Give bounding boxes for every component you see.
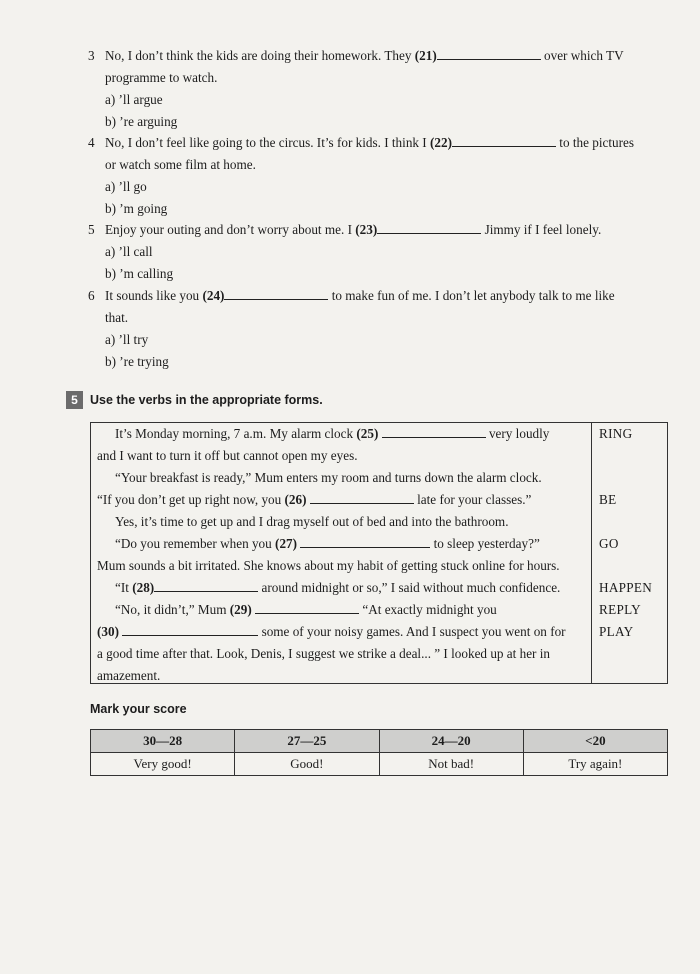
question-number: 3	[88, 48, 95, 63]
gap-number: (21)	[414, 48, 437, 63]
option-b[interactable]: b) ’m calling	[105, 266, 174, 281]
gap-number: (25)	[356, 426, 379, 441]
question-number: 5	[88, 222, 95, 237]
question-text: over which TV	[540, 48, 624, 63]
exercise-instruction: Use the verbs in the appropriate forms.	[90, 393, 323, 407]
option-a[interactable]: a) ’ll call	[105, 244, 153, 259]
question-4	[88, 132, 668, 176]
answer-blank[interactable]	[437, 46, 541, 60]
question-number: 6	[88, 288, 95, 303]
answer-blank[interactable]	[310, 490, 414, 504]
question-text: It sounds like you	[105, 288, 203, 303]
score-table	[90, 729, 668, 776]
gap-number: (30)	[97, 624, 119, 639]
story-line: “Your breakfast is ready,” Mum enters my room and turns down the alarm clock.	[115, 470, 542, 485]
gap-number: (26)	[284, 492, 307, 507]
column-divider	[591, 423, 592, 683]
story-line: and I want to turn it off but cannot open my eyes.	[97, 448, 358, 463]
gap-number: (27)	[275, 536, 298, 551]
verb-play: PLAY	[599, 624, 634, 639]
story-line: (30) some of your noisy games. And I suspect you went on for	[97, 624, 566, 639]
question-text: Enjoy your outing and don’t worry about me. I	[105, 222, 356, 237]
question-3	[88, 45, 668, 89]
score-range: <20	[523, 730, 667, 753]
verb-reply: REPLY	[599, 602, 641, 617]
answer-blank[interactable]	[452, 133, 556, 147]
story-line: “Do you remember when you (27) to sleep yesterday?”	[115, 536, 540, 551]
answer-blank[interactable]	[300, 534, 430, 548]
question-text: Jimmy if I feel lonely.	[481, 222, 602, 237]
story-line: “No, it didn’t,” Mum (29) “At exactly midnight you	[115, 602, 497, 617]
verb-happen: HAPPEN	[599, 580, 653, 595]
answer-blank[interactable]	[255, 600, 359, 614]
score-label: Try again!	[523, 753, 667, 776]
question-6	[88, 285, 668, 329]
option-a[interactable]: a) ’ll try	[105, 332, 149, 347]
score-range-row	[91, 730, 668, 753]
verb-be: BE	[599, 492, 617, 507]
answer-blank[interactable]	[224, 286, 328, 300]
gap-number: (22)	[430, 135, 452, 150]
question-text: programme to watch.	[105, 70, 218, 85]
question-text: No, I don’t think the kids are doing their homework. They	[105, 48, 415, 63]
story-line: “If you don’t get up right now, you (26) late for your classes.”	[97, 492, 532, 507]
story-line: “It (28) around midnight or so,” I said without much confidence.	[115, 580, 561, 595]
story-line: amazement.	[97, 668, 161, 683]
gap-number: (28)	[132, 580, 155, 595]
story-line: Yes, it’s time to get up and I drag myself out of bed and into the bathroom.	[115, 514, 509, 529]
option-b[interactable]: b) ’m going	[105, 201, 168, 216]
score-label: Not bad!	[379, 753, 523, 776]
option-a[interactable]: a) ’ll go	[105, 179, 147, 194]
question-text: No, I don’t feel like going to the circus. It’s for kids. I think I	[105, 135, 430, 150]
option-a[interactable]: a) ’ll argue	[105, 92, 163, 107]
gap-number: (29)	[229, 602, 252, 617]
story-line: Mum sounds a bit irritated. She knows about my habit of getting stuck online for hours.	[97, 558, 560, 573]
score-range: 27—25	[235, 730, 379, 753]
exercise-box	[90, 422, 668, 684]
verb-go: GO	[599, 536, 619, 551]
question-5	[88, 219, 668, 241]
question-text: to the pictures	[555, 135, 634, 150]
question-text: to make fun of me. I don’t let anybody talk to me like	[328, 288, 615, 303]
score-label-row	[91, 753, 668, 776]
question-number: 4	[88, 135, 95, 150]
score-label: Good!	[235, 753, 379, 776]
option-b[interactable]: b) ’re arguing	[105, 114, 178, 129]
story-line: a good time after that. Look, Denis, I suggest we strike a deal... ” I looked up at her in	[97, 646, 551, 661]
gap-number: (23)	[355, 222, 378, 237]
answer-blank[interactable]	[154, 578, 258, 592]
question-text: or watch some film at home.	[105, 157, 256, 172]
answer-blank[interactable]	[382, 424, 486, 438]
answer-blank[interactable]	[377, 220, 481, 234]
answer-blank[interactable]	[122, 622, 258, 636]
score-range: 30—28	[91, 730, 235, 753]
exercise-heading	[66, 390, 323, 410]
gap-number: (24)	[202, 288, 225, 303]
score-label: Very good!	[91, 753, 235, 776]
exercise-number-badge: 5	[66, 391, 83, 409]
option-b[interactable]: b) ’re trying	[105, 354, 169, 369]
question-text: that.	[105, 310, 129, 325]
story-line: It’s Monday morning, 7 a.m. My alarm clock (25) very loudly	[115, 426, 550, 441]
score-title: Mark your score	[90, 702, 187, 716]
score-range: 24—20	[379, 730, 523, 753]
verb-ring: RING	[599, 426, 633, 441]
